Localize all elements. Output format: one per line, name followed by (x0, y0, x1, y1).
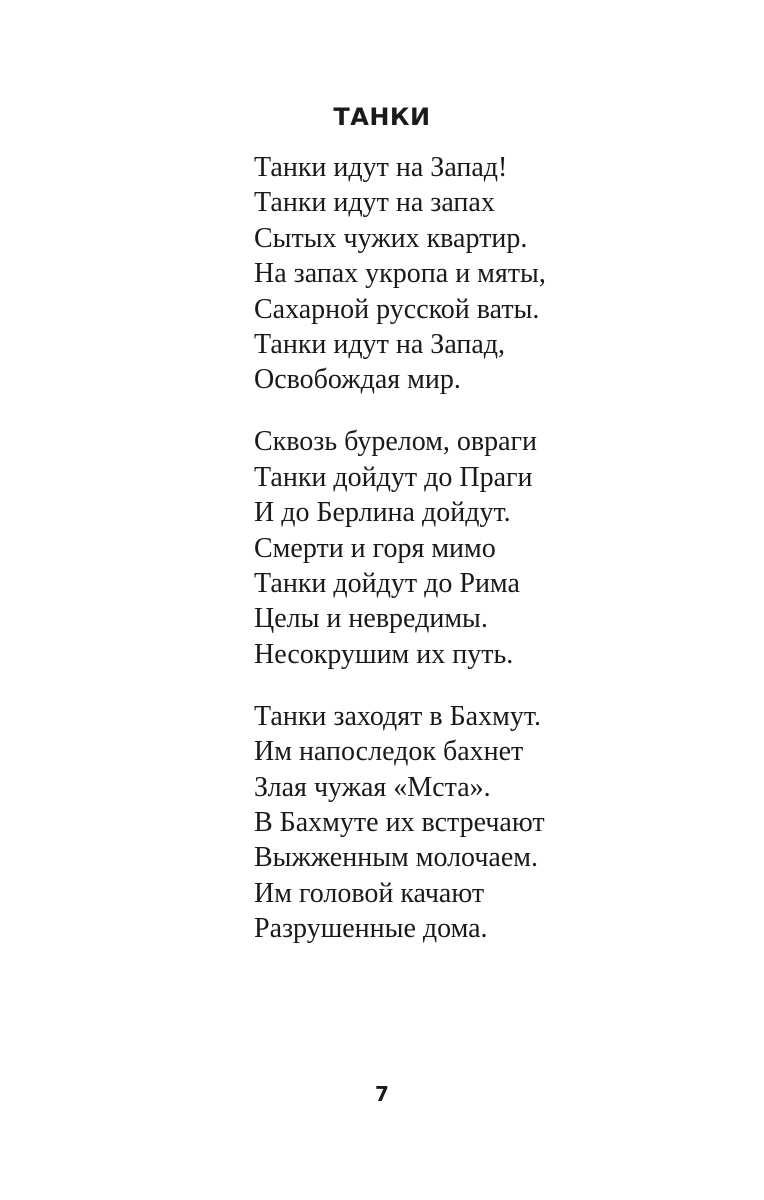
poem-line: Им напоследок бахнет (254, 736, 524, 768)
poem-line: Выжженным молочаем. (254, 842, 538, 874)
poem-line: Танки дойдут до Рима (254, 567, 520, 599)
poem-line: И до Берлина дойдут. (254, 497, 511, 529)
poem-line: Сквозь бурелом, овраги (254, 426, 538, 458)
poem-title: ТАНКИ (333, 103, 431, 131)
poem-line: Несокрушим их путь. (254, 638, 514, 670)
poem-line: Освобождая мир. (254, 364, 461, 396)
poem-line: В Бахмуте их встречают (254, 806, 545, 838)
poem-line: Целы и невредимы. (254, 603, 488, 635)
poem-line: На запах укропа и мяты, (254, 258, 546, 290)
poem-line: Танки идут на Запад, (254, 329, 506, 361)
poem-line: Танки дойдут до Праги (254, 461, 533, 493)
stanza-1 (254, 150, 734, 398)
poem-line: Танки заходят в Бахмут. (254, 700, 541, 732)
poem-line: Танки идут на запах (254, 187, 495, 219)
poem-line: Сытых чужих квартир. (254, 222, 528, 254)
poem-body (254, 150, 734, 947)
page-number: 7 (375, 1082, 389, 1106)
poem-line: Танки идут на Запад! (254, 152, 508, 183)
stanza-3 (254, 699, 734, 947)
poem-line: Смерти и горя мимо (254, 532, 496, 564)
poem-line: Им головой качают (254, 877, 485, 909)
stanza-2 (254, 424, 734, 672)
poem-line: Сахарной русской ваты. (254, 293, 540, 325)
poem-line: Разрушенные дома. (254, 913, 488, 945)
poem-line: Злая чужая «Мста». (254, 771, 491, 803)
